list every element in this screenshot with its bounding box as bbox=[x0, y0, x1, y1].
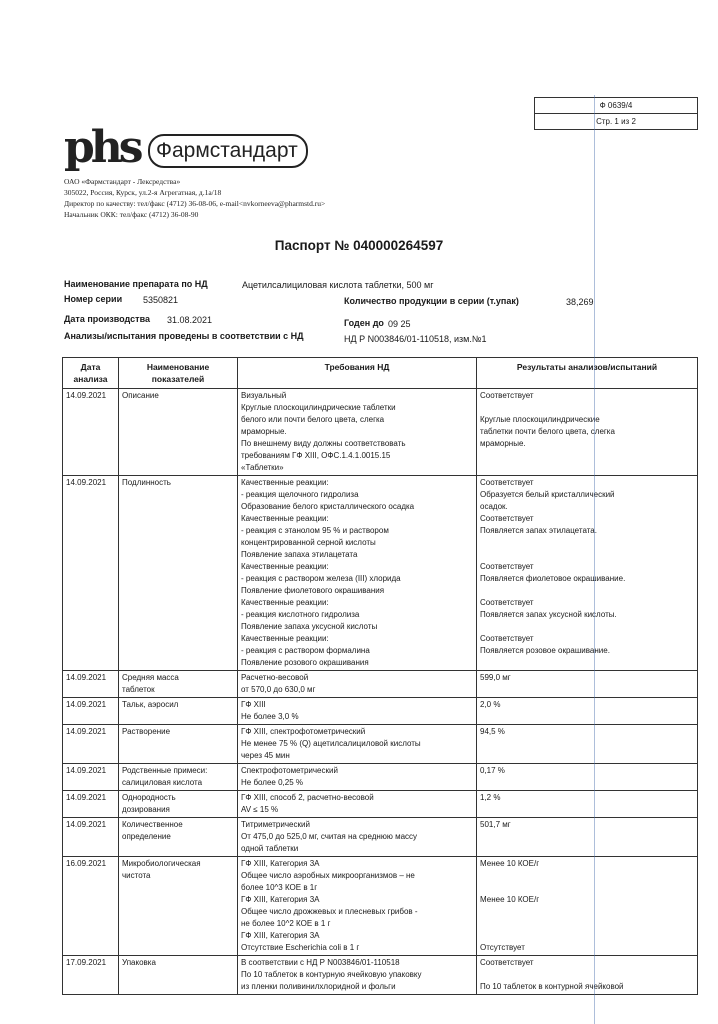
org-line: Начальник ОКК: тел/факс (4712) 36-08-90 bbox=[64, 210, 199, 219]
table-row bbox=[63, 476, 698, 671]
cell-requirements bbox=[238, 671, 477, 698]
table-row bbox=[63, 725, 698, 764]
drug-value: Ацетилсалициловая кислота таблетки, 500 мг bbox=[242, 280, 434, 290]
analysis-standard-value: НД Р N003846/01-110518, изм.№1 bbox=[344, 334, 487, 344]
cell-requirements-line: Появление запаха этилацетата bbox=[241, 550, 358, 559]
cell-requirements bbox=[238, 725, 477, 764]
cell-results bbox=[477, 671, 698, 698]
cell-indicator bbox=[119, 671, 238, 698]
cell-results-line bbox=[480, 906, 694, 918]
valid-until-label: Годен до bbox=[344, 318, 384, 328]
cell-results-line: мраморные. bbox=[480, 439, 526, 448]
cell-requirements-line: одной таблетки bbox=[241, 844, 299, 853]
table-row bbox=[63, 389, 698, 476]
cell-results bbox=[477, 389, 698, 476]
quantity-label: Количество продукции в серии (т.упак) bbox=[344, 296, 519, 306]
cell-results-line: 501,7 мг bbox=[480, 820, 511, 829]
cell-date: 14.09.2021 bbox=[63, 698, 119, 725]
cell-requirements-line: Появление розового окрашивания bbox=[241, 658, 369, 667]
production-date-value: 31.08.2021 bbox=[167, 315, 213, 325]
form-number-box bbox=[534, 97, 698, 130]
cell-results-line: осадок. bbox=[480, 502, 508, 511]
header-date: Дата анализа bbox=[63, 358, 119, 389]
table-row bbox=[63, 764, 698, 791]
cell-requirements-line: - реакция с раствором железа (III) хлорида bbox=[241, 574, 401, 583]
table-row bbox=[63, 857, 698, 956]
cell-requirements-line: Спектрофотометрический bbox=[241, 766, 338, 775]
header-results: Результаты анализов/испытаний bbox=[477, 358, 698, 389]
cell-date: 14.09.2021 bbox=[63, 791, 119, 818]
cell-requirements-line: Качественные реакции: bbox=[241, 634, 329, 643]
cell-indicator bbox=[119, 698, 238, 725]
cell-results-line: Отсутствует bbox=[480, 943, 525, 952]
table-row bbox=[63, 698, 698, 725]
logo-name: Фармстандарт bbox=[148, 134, 308, 168]
cell-date: 14.09.2021 bbox=[63, 671, 119, 698]
cell-requirements-line: от 570,0 до 630,0 мг bbox=[241, 685, 316, 694]
org-line: ОАО «Фармстандарт - Лексредства» bbox=[64, 177, 181, 186]
cell-indicator-line: Растворение bbox=[122, 727, 171, 736]
organization-info bbox=[64, 176, 325, 220]
series-label: Номер серии bbox=[64, 294, 123, 304]
cell-requirements-line: Отсутствие Escherichia coli в 1 г bbox=[241, 943, 360, 952]
cell-requirements-line: ГФ XIII, Категория 3А bbox=[241, 859, 320, 868]
cell-indicator-line: Тальк, аэросил bbox=[122, 700, 179, 709]
cell-indicator-line: Количественное bbox=[122, 820, 183, 829]
cell-date: 14.09.2021 bbox=[63, 389, 119, 476]
cell-results-line: 2,0 % bbox=[480, 700, 501, 709]
cell-indicator-line: Микробиологическая bbox=[122, 859, 201, 868]
quantity-value: 38,269 bbox=[566, 297, 594, 307]
series-value: 5350821 bbox=[143, 295, 179, 305]
cell-indicator-line: определение bbox=[122, 832, 171, 841]
logo-mark: phs bbox=[64, 122, 140, 173]
cell-requirements-line: через 45 мин bbox=[241, 751, 290, 760]
cell-results bbox=[477, 725, 698, 764]
cell-results bbox=[477, 476, 698, 671]
cell-requirements-line: Круглые плоскоцилиндрические таблетки bbox=[241, 403, 396, 412]
cell-indicator-line: Описание bbox=[122, 391, 159, 400]
cell-results-line: Круглые плоскоцилиндрические bbox=[480, 415, 600, 424]
cell-requirements-line: Общее число аэробных микроорганизмов – не bbox=[241, 871, 415, 880]
cell-date: 14.09.2021 bbox=[63, 818, 119, 857]
cell-indicator bbox=[119, 476, 238, 671]
cell-requirements-line: ГФ XIII, спектрофотометрический bbox=[241, 727, 366, 736]
cell-requirements-line: «Таблетки» bbox=[241, 463, 284, 472]
cell-results-line bbox=[480, 969, 694, 981]
cell-indicator-line: Подлинность bbox=[122, 478, 171, 487]
cell-indicator bbox=[119, 956, 238, 995]
table-row bbox=[63, 956, 698, 995]
cell-requirements-line: ГФ XIII, Категория 3А bbox=[241, 895, 320, 904]
cell-requirements-line: требованиям ГФ XIII, ОФС.1.4.1.0015.15 bbox=[241, 451, 391, 460]
scan-artifact-line bbox=[594, 95, 595, 1024]
cell-requirements bbox=[238, 764, 477, 791]
cell-requirements-line: - реакция с этанолом 95 % и раствором bbox=[241, 526, 389, 535]
cell-results-line bbox=[480, 930, 694, 942]
cell-requirements-line: - реакция кислотного гидролиза bbox=[241, 610, 360, 619]
cell-requirements-line: из пленки поливинилхлоридной и фольги bbox=[241, 982, 396, 991]
cell-results-line: Соответствует bbox=[480, 562, 534, 571]
valid-until-value: 09 25 bbox=[388, 319, 411, 329]
cell-requirements bbox=[238, 791, 477, 818]
cell-indicator-line: Родственные примеси: bbox=[122, 766, 208, 775]
cell-indicator-line: Упаковка bbox=[122, 958, 156, 967]
cell-requirements-line: более 10^3 КОЕ в 1г bbox=[241, 883, 318, 892]
header-indicator: Наименование показателей bbox=[119, 358, 238, 389]
cell-requirements-line: Не более 3,0 % bbox=[241, 712, 299, 721]
cell-results-line: 0,17 % bbox=[480, 766, 505, 775]
table-row bbox=[63, 791, 698, 818]
cell-results-line: 1,2 % bbox=[480, 793, 501, 802]
cell-results-line bbox=[480, 918, 694, 930]
cell-requirements-line: Качественные реакции: bbox=[241, 562, 329, 571]
cell-results-line: Появляется запах уксусной кислоты. bbox=[480, 610, 617, 619]
cell-results-line: 599,0 мг bbox=[480, 673, 511, 682]
cell-results-line: Менее 10 КОЕ/г bbox=[480, 895, 540, 904]
page-indicator: Стр. 1 из 2 bbox=[535, 113, 697, 129]
cell-requirements-line: ГФ XIII, Категория 3А bbox=[241, 931, 320, 940]
cell-indicator-line: дозирования bbox=[122, 805, 170, 814]
cell-results bbox=[477, 698, 698, 725]
production-date-label: Дата производства bbox=[64, 314, 150, 324]
table-header-row bbox=[63, 358, 698, 389]
cell-requirements bbox=[238, 389, 477, 476]
cell-requirements-line: В соответствии с НД Р N003846/01-110518 bbox=[241, 958, 400, 967]
cell-requirements-line: Появление запаха уксусной кислоты bbox=[241, 622, 378, 631]
results-table bbox=[62, 357, 698, 995]
cell-results-line: По 10 таблеток в контурной ячейковой bbox=[480, 982, 624, 991]
cell-requirements-line: - реакция щелочного гидролиза bbox=[241, 490, 359, 499]
cell-results-line: Образуется белый кристаллический bbox=[480, 490, 615, 499]
cell-indicator bbox=[119, 857, 238, 956]
cell-results bbox=[477, 818, 698, 857]
cell-requirements-line: По 10 таблеток в контурную ячейковую упаковку bbox=[241, 970, 422, 979]
cell-requirements-line: концентрированной серной кислоты bbox=[241, 538, 376, 547]
form-code: Ф 0639/4 bbox=[599, 101, 633, 110]
cell-requirements-line: белого или почти белого цвета, слегка bbox=[241, 415, 385, 424]
cell-results bbox=[477, 791, 698, 818]
cell-requirements-line: Образование белого кристаллического осадка bbox=[241, 502, 415, 511]
cell-results-line: Менее 10 КОЕ/г bbox=[480, 859, 540, 868]
cell-results-line bbox=[480, 585, 694, 597]
cell-indicator-line: Однородность bbox=[122, 793, 176, 802]
cell-requirements-line: не более 10^2 КОЕ в 1 г bbox=[241, 919, 331, 928]
cell-requirements-line: Не более 0,25 % bbox=[241, 778, 303, 787]
cell-requirements-line: Качественные реакции: bbox=[241, 598, 329, 607]
cell-results-line: 94,5 % bbox=[480, 727, 505, 736]
cell-requirements bbox=[238, 857, 477, 956]
cell-results bbox=[477, 764, 698, 791]
cell-requirements-line: ГФ XIII bbox=[241, 700, 266, 709]
document-title: Паспорт № 040000264597 bbox=[274, 238, 444, 253]
org-line: Директор по качеству: тел/факс (4712) 36-08-06, e-mail<nvkorneeva@pharmstd.ru> bbox=[64, 199, 326, 208]
cell-results-line bbox=[480, 621, 694, 633]
header-requirements: Требования НД bbox=[238, 358, 477, 389]
cell-requirements bbox=[238, 818, 477, 857]
cell-requirements-line: Визуальный bbox=[241, 391, 287, 400]
cell-results bbox=[477, 956, 698, 995]
cell-results-line: Соответствует bbox=[480, 634, 534, 643]
cell-results-line bbox=[480, 537, 694, 549]
cell-results-line: Соответствует bbox=[480, 514, 534, 523]
cell-indicator bbox=[119, 764, 238, 791]
cell-results-line: Соответствует bbox=[480, 391, 534, 400]
company-logo bbox=[64, 122, 298, 173]
cell-requirements-line: По внешнему виду должны соответствовать bbox=[241, 439, 406, 448]
cell-requirements-line: Качественные реакции: bbox=[241, 514, 329, 523]
cell-indicator-line: чистота bbox=[122, 871, 151, 880]
cell-results-line: Соответствует bbox=[480, 478, 534, 487]
cell-results-line bbox=[480, 870, 694, 882]
cell-requirements-line: Титриметрический bbox=[241, 820, 310, 829]
cell-requirements-line: Общее число дрожжевых и плесневых грибов - bbox=[241, 907, 418, 916]
cell-requirements bbox=[238, 956, 477, 995]
cell-indicator bbox=[119, 791, 238, 818]
table-row bbox=[63, 818, 698, 857]
cell-date: 14.09.2021 bbox=[63, 725, 119, 764]
cell-requirements-line: Качественные реакции: bbox=[241, 478, 329, 487]
cell-requirements-line: - реакция с раствором формалина bbox=[241, 646, 370, 655]
cell-date: 16.09.2021 bbox=[63, 857, 119, 956]
cell-indicator bbox=[119, 389, 238, 476]
cell-results-line: Появляется фиолетовое окрашивание. bbox=[480, 574, 626, 583]
cell-results-line bbox=[480, 549, 694, 561]
cell-results-line: таблетки почти белого цвета, слегка bbox=[480, 427, 615, 436]
cell-results-line bbox=[480, 402, 694, 414]
cell-requirements-line: От 475,0 до 525,0 мг, считая на среднюю массу bbox=[241, 832, 418, 841]
cell-requirements-line: AV ≤ 15 % bbox=[241, 805, 279, 814]
cell-results-line: Появляется розовое окрашивание. bbox=[480, 646, 610, 655]
org-line: 305022, Россия, Курск, ул.2-я Агрегатная, д.1а/18 bbox=[64, 188, 222, 197]
drug-label: Наименование препарата по НД bbox=[64, 279, 208, 289]
table-row bbox=[63, 671, 698, 698]
cell-date: 17.09.2021 bbox=[63, 956, 119, 995]
cell-results-line: Соответствует bbox=[480, 958, 534, 967]
cell-indicator bbox=[119, 725, 238, 764]
cell-indicator-line: таблеток bbox=[122, 685, 155, 694]
cell-date: 14.09.2021 bbox=[63, 764, 119, 791]
cell-requirements-line: ГФ XIII, способ 2, расчетно-весовой bbox=[241, 793, 374, 802]
cell-indicator-line: салициловая кислота bbox=[122, 778, 203, 787]
cell-results bbox=[477, 857, 698, 956]
cell-results-line: Соответствует bbox=[480, 598, 534, 607]
cell-requirements-line: Появление фиолетового окрашивания bbox=[241, 586, 385, 595]
cell-indicator bbox=[119, 818, 238, 857]
analysis-standard-label: Анализы/испытания проведены в соответствии с НД bbox=[64, 331, 304, 341]
cell-requirements bbox=[238, 698, 477, 725]
cell-requirements-line: Не менее 75 % (Q) ацетилсалициловой кислоты bbox=[241, 739, 421, 748]
cell-results-line bbox=[480, 882, 694, 894]
cell-indicator-line: Средняя масса bbox=[122, 673, 179, 682]
cell-date: 14.09.2021 bbox=[63, 476, 119, 671]
cell-requirements-line: Расчетно-весовой bbox=[241, 673, 309, 682]
cell-results-line: Появляется запах этилацетата. bbox=[480, 526, 597, 535]
cell-requirements bbox=[238, 476, 477, 671]
cell-requirements-line: мраморные. bbox=[241, 427, 287, 436]
